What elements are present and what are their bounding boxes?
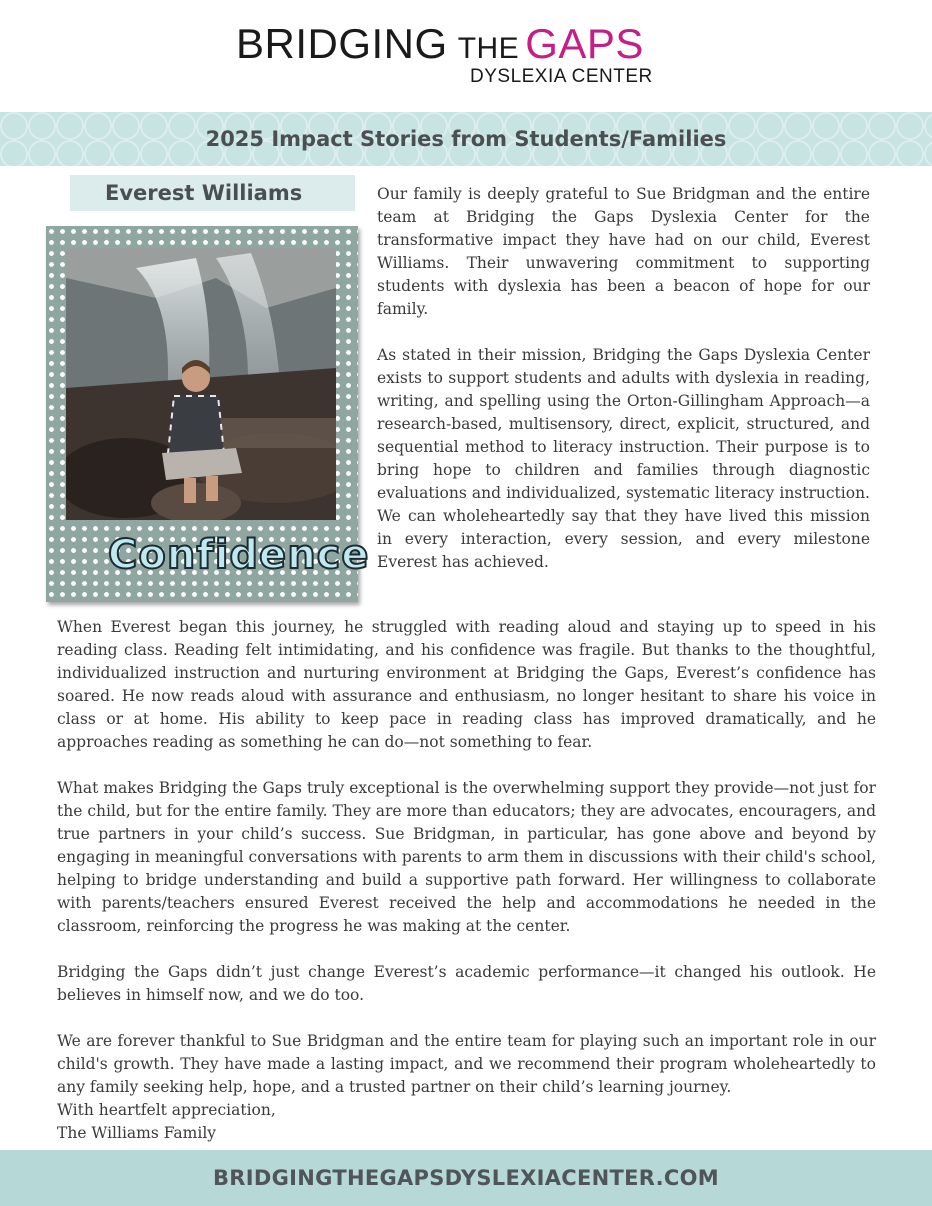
waterfall-photo-illustration (66, 248, 336, 520)
body-paragraph: We are forever thankful to Sue Bridgman and the entire team for playing such an important role in our child's growth. They have made a lasting impact, and we recommend their program wholeheartedly to any family seeking help, hope, and a trusted partner on their child’s learning journey. (57, 1032, 876, 1096)
body-paragraph: Bridging the Gaps didn’t just change Everest’s academic performance—it changed his outlook. He believes in himself now, and we do too. (57, 963, 876, 1004)
student-photo (66, 248, 336, 520)
body-paragraph: What makes Bridging the Gaps truly exceptional is the overwhelming support they provide—not just for the child, but for the entire family. They are more than educators; they are advocates, encouragers, and true partners in your child’s success. Sue Bridgman, in particular, has gone above and beyond by engaging in meaningful conversations with parents to arm them in discussions with their child's school, helping to bridge understanding and build a supportive path forward. Her willingness to collaborate with parents/teachers ensured Everest received the help and accommodations he needed in the classroom, reinforcing the progress he was making at the center. (57, 779, 876, 935)
logo-wordmark (236, 20, 644, 68)
intro-paragraph: Our family is deeply grateful to Sue Bridgman and the entire team at Bridging the Gaps Dyslexia Center for the transformative impact they have had on our child, Everest Williams. Their unwavering commitment to supporting students with dyslexia has been a beacon of hope for our family. (377, 185, 870, 318)
signature: The Williams Family (57, 1124, 217, 1142)
student-name-box (70, 175, 355, 211)
footer (0, 1150, 932, 1206)
intro-paragraph: As stated in their mission, Bridging the Gaps Dyslexia Center exists to support students and adults with dyslexia in reading, writing, and spelling using the Orton-Gillingham Approach—a research-based, multisensory, direct, explicit, structured, and sequential method to literacy instruction. Their purpose is to bring hope to children and families through diagnostic evaluations and individualized, systematic literacy instruction. We can wholeheartedly say that they have lived this mission in every interaction, every session, and every milestone Everest has achieved. (377, 346, 870, 571)
photo-frame (46, 226, 370, 602)
banner-title: 2025 Impact Stories from Students/Families (205, 127, 727, 151)
footer-website-link[interactable]: BRIDGINGTHEGAPSDYSLEXIACENTER.COM (213, 1166, 719, 1190)
intro-text (377, 183, 870, 597)
logo-word-the: THE (457, 32, 520, 65)
body-paragraph: When Everest began this journey, he struggled with reading aloud and staying up to speed in his reading class. Reading felt intimidating, and his confidence was fragile. But thanks to the thoughtful, individualized instruction and nurturing environment at Bridging the Gaps, Everest’s confidence has soared. He now reads aloud with assurance and enthusiasm, no longer hesitant to share his voice in class or at home. His ability to keep pace in reading class has improved dramatically, and he approaches reading as something he can do—not something to fear. (57, 618, 876, 751)
logo-word-bridging: BRIDGING (236, 20, 448, 67)
story-body (57, 616, 876, 1145)
logo-word-gaps: GAPS (525, 20, 644, 67)
student-name: Everest Williams (105, 181, 303, 205)
logo-subtitle: DYSLEXIA CENTER (470, 66, 653, 87)
section-banner (0, 112, 932, 166)
closing-line: With heartfelt appreciation, (57, 1101, 276, 1119)
logo (0, 18, 932, 98)
photo-caption-stamp: Confidence (108, 532, 370, 578)
